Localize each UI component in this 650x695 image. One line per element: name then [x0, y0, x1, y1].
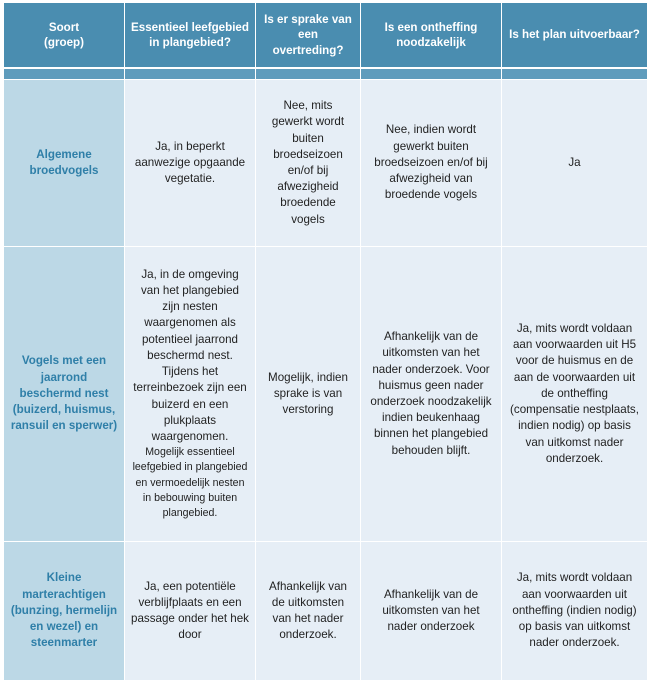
exemption-text: Afhankelijk van de uitkomsten van het nader onderzoek [382, 587, 480, 634]
header-habitat [125, 3, 256, 69]
strip-cell [4, 68, 125, 80]
strip-cell [502, 68, 648, 80]
header-row [4, 3, 648, 69]
header-exemption-label: Is een ontheffing noodzakelijk [384, 20, 478, 49]
feasible-text: Ja [568, 155, 581, 169]
species-name: Algemene broedvogels [29, 147, 99, 177]
violation-cell [256, 80, 361, 247]
feasible-cell [502, 542, 648, 681]
header-feasible-label: Is het plan uitvoerbaar? [509, 28, 640, 42]
strip-cell [256, 68, 361, 80]
violation-text: Mogelijk, indien sprake is van verstoring [268, 370, 348, 417]
header-species-label: Soort (groep) [44, 20, 84, 49]
violation-cell [256, 247, 361, 542]
species-name: Vogels met een jaarrond beschermd nest (buizerd, huismus, ransuil en sperwer) [10, 354, 118, 433]
habitat-text: Ja, in beperkt aanwezige opgaande vegetatie. [134, 139, 246, 186]
exemption-cell [361, 80, 502, 247]
exemption-text: Nee, indien wordt gewerkt buiten broedseizoen en/of bij afwezigheid van broedende vogels [374, 123, 488, 202]
habitat-cell [125, 80, 256, 247]
feasible-text: Ja, mits wordt voldaan aan voorwaarden uit H5 voor de huismus en de aan de voorwaarden uit de ontheffing (compensatie nestplaats, indien nodig) op basis van uitkomst nader onderzoek. [510, 322, 639, 465]
species-cell [4, 247, 125, 542]
exemption-cell [361, 247, 502, 542]
violation-cell [256, 542, 361, 681]
header-species [4, 3, 125, 69]
header-divider-strip [4, 68, 648, 80]
header-violation-label: Is er sprake van een overtreding? [264, 12, 352, 57]
table-row [4, 542, 648, 681]
header-exemption [361, 3, 502, 69]
header-habitat-label: Essentieel leefgebied in plangebied? [131, 20, 249, 49]
violation-text: Nee, mits gewerkt wordt buiten broedseizoen en/of bij afwezigheid broedende vogels [271, 99, 345, 226]
header-violation [256, 3, 361, 69]
habitat-text: Ja, een potentiële verblijfplaats en een passage onder het hek door [131, 579, 249, 642]
exemption-text: Afhankelijk van de uitkomsten van het nader onderzoek. Voor huismus geen nader onderzoek noodzakelijk indien beukenhaag binnen het plangebied behouden blijft. [370, 330, 492, 457]
species-cell [4, 80, 125, 247]
habitat-text: Ja, in de omgeving van het plangebied zijn nesten waargenomen als potentieel jaarrond beschermd nest. Tijdens het terreinbezoek zijn een buizerd en een plukplaats waargenomen. [133, 267, 247, 443]
violation-text: Afhankelijk van de uitkomsten van het nader onderzoek. [269, 579, 347, 642]
feasible-text: Ja, mits wordt voldaan aan voorwaarden uit ontheffing (indien nodig) op basis van uitkomst nader onderzoek. [512, 571, 637, 650]
exemption-cell [361, 542, 502, 681]
habitat-cell [125, 542, 256, 681]
table-row [4, 247, 648, 542]
table-row [4, 80, 648, 247]
species-cell [4, 542, 125, 681]
habitat-note: Mogelijk essentieel leefgebied in plangebied en vermoedelijk nesten in bebouwing buiten plangebied. [132, 446, 248, 519]
feasible-cell [502, 80, 648, 247]
habitat-cell [125, 247, 256, 542]
feasible-cell [502, 247, 648, 542]
strip-cell [361, 68, 502, 80]
header-feasible [502, 3, 648, 69]
species-name: Kleine marterachtigen (bunzing, hermelijn en wezel) en steenmarter [10, 571, 118, 650]
strip-cell [125, 68, 256, 80]
species-assessment-table [3, 2, 648, 681]
